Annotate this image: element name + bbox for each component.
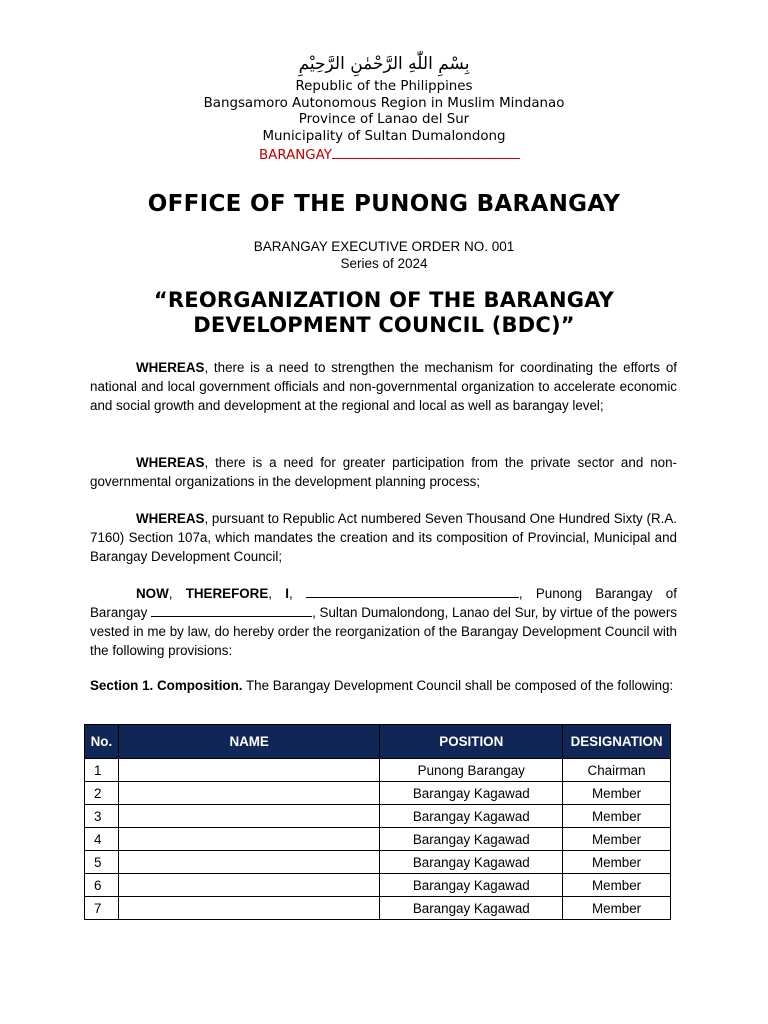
header-region: Bangsamoro Autonomous Region in Muslim Mindanao bbox=[203, 96, 565, 111]
barangay-name-field bbox=[259, 145, 520, 165]
name-cell bbox=[118, 851, 380, 874]
executive-order-heading bbox=[0, 239, 768, 272]
section-1-text: The Barangay Development Council shall be composed of the following: bbox=[242, 678, 674, 693]
now-text-1: , Punong Barangay of Barangay bbox=[90, 586, 677, 620]
punctuation: , bbox=[288, 586, 306, 601]
column-header-designation: DESIGNATION bbox=[563, 725, 671, 759]
order-series: Series of 2024 bbox=[340, 255, 428, 271]
office-title: OFFICE OF THE PUNONG BARANGAY bbox=[147, 191, 621, 217]
designation-cell: Member bbox=[563, 897, 671, 920]
whereas-text: , pursuant to Republic Act numbered Seven Thousand One Hundred Sixty (R.A. 7160) Section 107a, which mandates the creation and its composition of Provincial, Municipal and Barangay Development Council; bbox=[90, 511, 677, 564]
column-header-no: No. bbox=[85, 725, 119, 759]
row-number: 6 bbox=[85, 874, 119, 897]
whereas-paragraph-2 bbox=[90, 453, 677, 491]
whereas-text: , there is a need for greater participation from the private sector and non-governmental organizations in the development planning process; bbox=[90, 455, 677, 489]
name-cell bbox=[118, 828, 380, 851]
pronoun-i: I bbox=[285, 586, 289, 601]
whereas-lead: WHEREAS bbox=[136, 511, 205, 526]
therefore-lead: THEREFORE bbox=[185, 586, 269, 601]
row-number: 1 bbox=[85, 759, 119, 782]
whereas-paragraph-1 bbox=[90, 358, 677, 415]
position-cell: Punong Barangay bbox=[380, 759, 563, 782]
order-number: BARANGAY EXECUTIVE ORDER NO. 001 bbox=[253, 239, 515, 254]
table-row bbox=[85, 828, 671, 851]
designation-cell: Member bbox=[563, 828, 671, 851]
composition-table bbox=[84, 724, 671, 920]
row-number: 5 bbox=[85, 851, 119, 874]
name-cell bbox=[118, 805, 380, 828]
column-header-name: NAME bbox=[118, 725, 380, 759]
designation-cell: Member bbox=[563, 805, 671, 828]
section-1-heading: Section 1. Composition. bbox=[90, 678, 243, 693]
now-text-2: , Sultan Dumalondong, Lanao del Sur, by virtue of the powers vested in me by law, do hereby order the reorganization of the Barangay Development Council with the following provisions: bbox=[90, 605, 677, 658]
designation-cell: Member bbox=[563, 851, 671, 874]
whereas-paragraph-3 bbox=[90, 509, 677, 566]
designation-cell: Member bbox=[563, 782, 671, 805]
table-row bbox=[85, 782, 671, 805]
bismillah-calligraphy: بِسْمِ اللّٰهِ الرَّحْمٰنِ الرَّحِيْمِ bbox=[298, 54, 470, 74]
order-title-line-1: “REORGANIZATION OF THE BARANGAY bbox=[153, 288, 615, 312]
now-therefore-paragraph bbox=[90, 584, 677, 660]
name-cell bbox=[118, 782, 380, 805]
barangay-blank-line bbox=[332, 145, 520, 159]
punctuation: , bbox=[168, 586, 186, 601]
row-number: 4 bbox=[85, 828, 119, 851]
name-cell bbox=[118, 874, 380, 897]
column-header-position: POSITION bbox=[380, 725, 563, 759]
now-lead: NOW bbox=[136, 586, 169, 601]
name-cell bbox=[118, 759, 380, 782]
table-header-row bbox=[85, 725, 671, 759]
whereas-text: , there is a need to strengthen the mechanism for coordinating the efforts of national and local government officials and non-governmental organization to accelerate economic and social growth and development at the regional and local as well as barangay level; bbox=[90, 360, 677, 413]
position-cell: Barangay Kagawad bbox=[380, 805, 563, 828]
header-municipality: Municipality of Sultan Dumalondong bbox=[262, 129, 506, 144]
barangay-label: BARANGAY bbox=[259, 148, 332, 163]
position-cell: Barangay Kagawad bbox=[380, 851, 563, 874]
position-cell: Barangay Kagawad bbox=[380, 897, 563, 920]
order-title bbox=[0, 288, 768, 338]
whereas-lead: WHEREAS bbox=[136, 455, 205, 470]
punong-barangay-name-blank bbox=[306, 585, 519, 598]
table-row bbox=[85, 851, 671, 874]
row-number: 7 bbox=[85, 897, 119, 920]
row-number: 3 bbox=[85, 805, 119, 828]
designation-cell: Member bbox=[563, 874, 671, 897]
header-country: Republic of the Philippines bbox=[295, 79, 473, 94]
position-cell: Barangay Kagawad bbox=[380, 828, 563, 851]
punctuation: , bbox=[268, 586, 286, 601]
row-number: 2 bbox=[85, 782, 119, 805]
section-1-paragraph bbox=[90, 676, 677, 695]
header-province: Province of Lanao del Sur bbox=[298, 112, 470, 127]
table-row bbox=[85, 805, 671, 828]
whereas-lead: WHEREAS bbox=[136, 360, 205, 375]
position-cell: Barangay Kagawad bbox=[380, 874, 563, 897]
position-cell: Barangay Kagawad bbox=[380, 782, 563, 805]
designation-cell: Chairman bbox=[563, 759, 671, 782]
table-row bbox=[85, 759, 671, 782]
table-row bbox=[85, 874, 671, 897]
barangay-name-blank bbox=[151, 604, 312, 617]
name-cell bbox=[118, 897, 380, 920]
order-title-line-2: DEVELOPMENT COUNCIL (BDC)” bbox=[193, 313, 575, 337]
table-row bbox=[85, 897, 671, 920]
